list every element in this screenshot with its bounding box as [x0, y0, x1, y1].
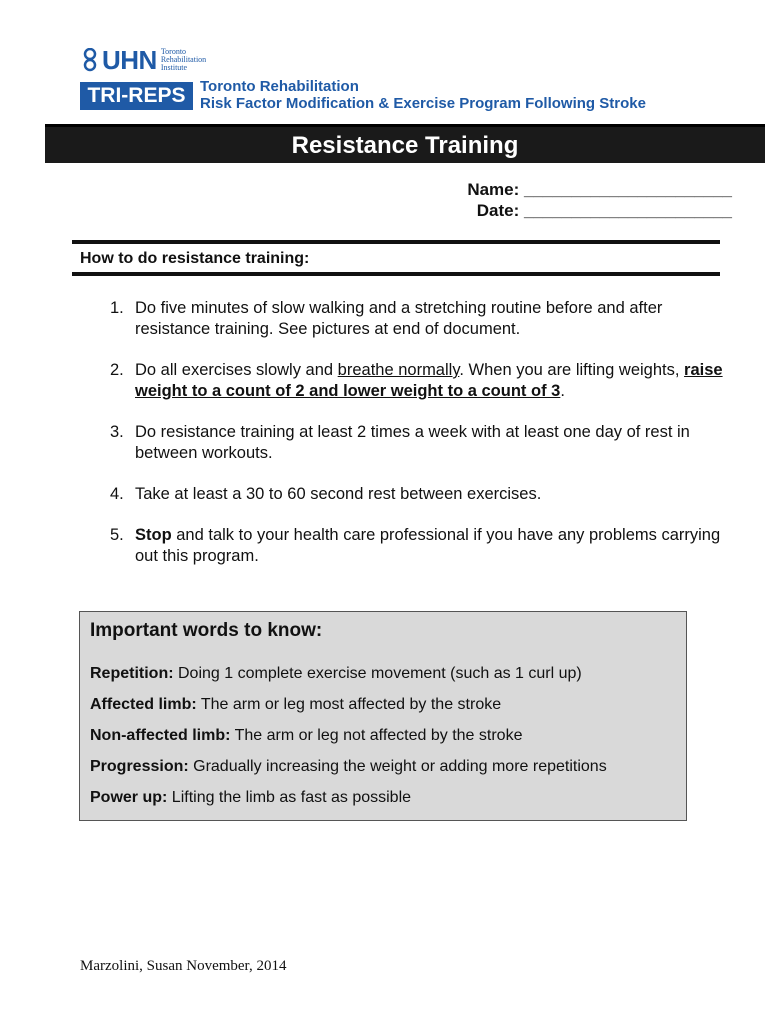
section-rule-bottom: [72, 272, 720, 276]
glossary-item: Non-affected limb: The arm or leg not affected by the stroke: [90, 727, 523, 744]
list-item: 1. Do five minutes of slow walking and a stretching routine before and after resistance training. See pictures at end of document.: [110, 299, 663, 338]
uhn-logo-icon: [80, 48, 100, 72]
section-rule-top: [72, 240, 720, 244]
glossary-item: Repetition: Doing 1 complete exercise movement (such as 1 curl up): [90, 665, 582, 682]
uhn-logo: [80, 45, 207, 75]
org-name: Toronto Rehabilitation: [200, 78, 359, 95]
glossary-item: Affected limb: The arm or leg most affected by the stroke: [90, 696, 502, 713]
list-item: 5. Stop and talk to your health care professional if you have any problems carrying out this program.: [110, 526, 721, 565]
glossary-item: Progression: Gradually increasing the weight or adding more repetitions: [90, 758, 607, 775]
program-code-badge: TRI-REPS: [80, 82, 193, 110]
logo-text: UHN: [102, 45, 157, 75]
glossary-title: Important words to know:: [90, 620, 323, 641]
glossary-item: Power up: Lifting the limb as fast as possible: [90, 789, 412, 806]
instruction-list: [110, 298, 740, 587]
page-title: Resistance Training: [291, 132, 519, 159]
program-name: Risk Factor Modification & Exercise Program Following Stroke: [200, 95, 646, 112]
title-banner: [45, 124, 765, 163]
list-item: 2. Do all exercises slowly and breathe normally. When you are lifting weights, raise weight to a count of 2 and lower weight to a count of 3.: [110, 361, 723, 400]
list-item: 3. Do resistance training at least 2 times a week with at least one day of rest in between workouts.: [110, 423, 690, 462]
section-heading: How to do resistance training:: [80, 250, 310, 267]
list-item: 4. Take at least a 30 to 60 second rest between exercises.: [110, 485, 542, 503]
date-field: Date: ______________________: [476, 201, 732, 220]
footer-author: Marzolini, Susan November, 2014: [80, 958, 287, 974]
name-field: Name: ______________________: [467, 180, 732, 199]
glossary-box: [79, 611, 687, 821]
logo-subtitle: Toronto Rehabilitation Institute: [160, 47, 207, 72]
